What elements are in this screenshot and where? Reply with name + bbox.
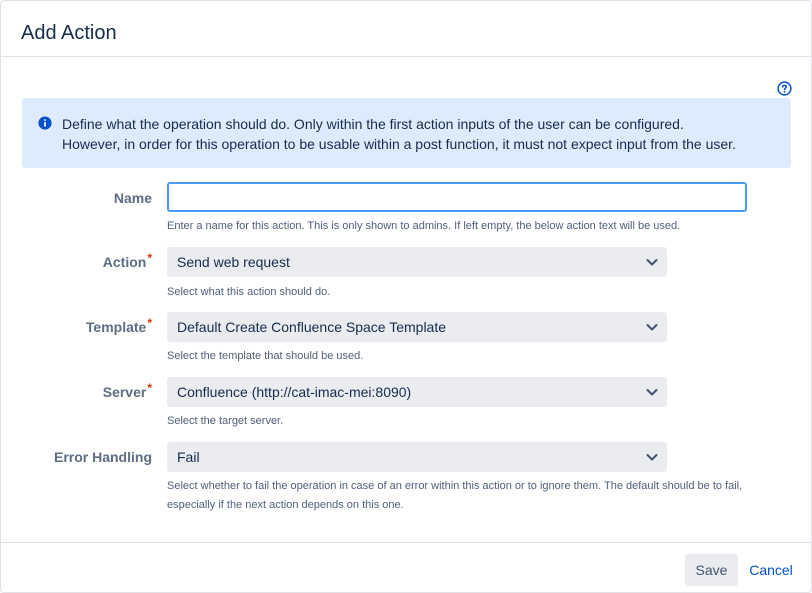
error-handling-hint (167, 477, 742, 515)
info-line-2: However, in order for this operation to be usable within a post function, it must not expect input from the user. (62, 136, 736, 152)
chevron-down-icon (645, 255, 659, 269)
chevron-down-icon (645, 450, 659, 464)
cancel-button[interactable]: Cancel (745, 554, 797, 586)
error-handling-label-text: Error Handling (53, 449, 152, 465)
error-handling-select-value: Fail (177, 449, 200, 465)
server-label-text: Server (102, 384, 147, 400)
error-handling-label (2, 448, 152, 466)
chevron-down-icon (645, 385, 659, 399)
dialog-title: Add Action (21, 22, 117, 44)
action-label (2, 253, 152, 272)
template-select[interactable] (167, 312, 667, 342)
required-mark: * (147, 381, 152, 395)
server-select-value: Confluence (http://cat-imac-mei:8090) (177, 384, 412, 400)
error-handling-select[interactable] (167, 442, 667, 472)
info-text (62, 114, 782, 154)
error-handling-hint-line-1: Select whether to fail the operation in case of an error within this action or to ignore them. The default should be to fail, (167, 480, 743, 492)
action-select-value: Send web request (177, 254, 290, 270)
required-mark: * (147, 316, 152, 330)
info-circle-icon (38, 116, 52, 130)
question-circle-icon[interactable] (777, 81, 792, 96)
dialog-header (1, 1, 811, 57)
action-hint: Select what this action should do. (167, 286, 331, 298)
error-handling-hint-line-2: especially if the next action depends on this one. (167, 499, 404, 511)
action-select[interactable] (167, 247, 667, 277)
info-line-1: Define what the operation should do. Only within the first action inputs of the user can be configured. (62, 116, 684, 132)
server-select[interactable] (167, 377, 667, 407)
template-select-value: Default Create Confluence Space Template (177, 319, 447, 335)
template-label (2, 318, 152, 337)
name-label-text: Name (113, 190, 152, 206)
required-mark: * (147, 251, 152, 265)
chevron-down-icon (645, 320, 659, 334)
info-message (22, 98, 791, 168)
template-hint: Select the template that should be used. (167, 350, 364, 362)
save-button[interactable]: Save (685, 554, 738, 586)
name-label (2, 189, 152, 207)
name-hint: Enter a name for this action. This is only shown to admins. If left empty, the below action text will be used. (167, 220, 681, 232)
server-hint: Select the target server. (167, 415, 284, 427)
action-label-text: Action (102, 254, 147, 270)
name-input[interactable] (167, 182, 747, 212)
template-label-text: Template (85, 319, 147, 335)
server-label (2, 383, 152, 402)
